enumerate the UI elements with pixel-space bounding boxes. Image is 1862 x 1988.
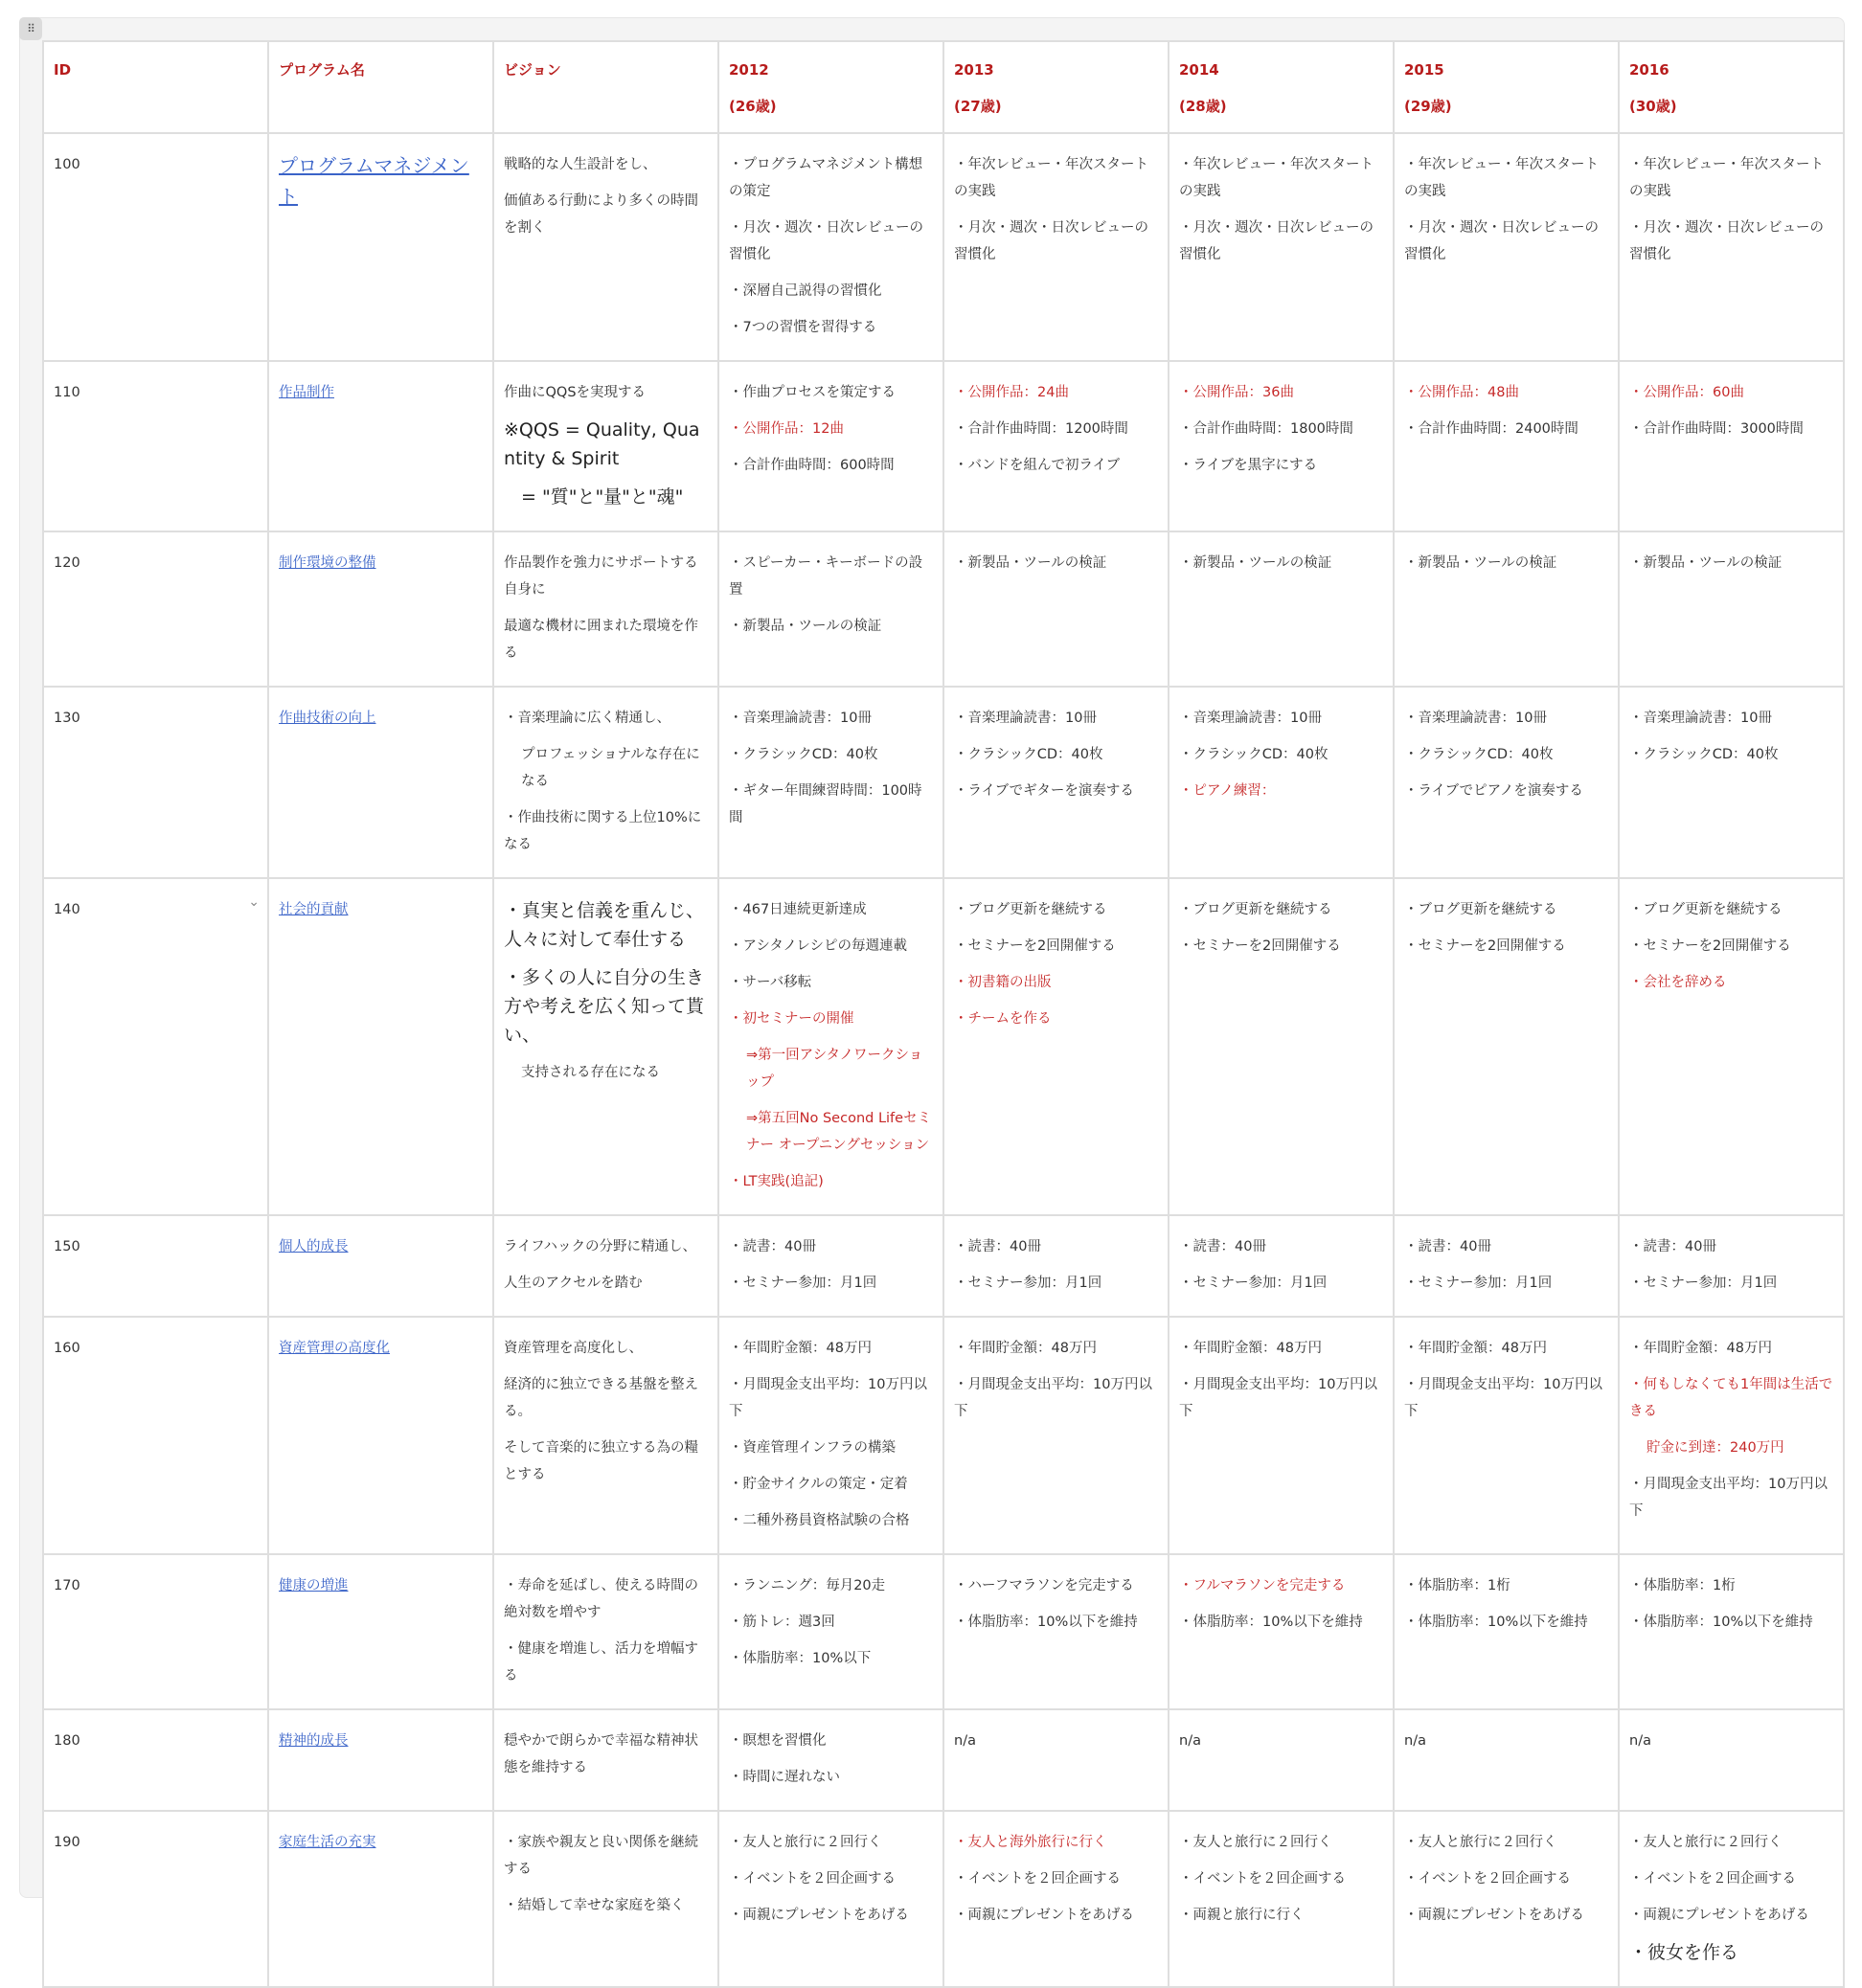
year-cell-2013[interactable]	[943, 687, 1169, 878]
cell-line: ・体脂肪率：10%以下を維持	[954, 1615, 1138, 1630]
drag-handle-icon[interactable]: ⠿	[19, 17, 42, 40]
cell-line: プロフェッショナルな存在になる	[521, 747, 700, 789]
vision-cell[interactable]	[493, 133, 718, 361]
age-label: (29歳)	[1404, 98, 1452, 115]
cell-line: ・彼女を作る	[1629, 1942, 1739, 1963]
program-cell[interactable]	[268, 361, 493, 531]
cell-line: ・セミナー参加：月1回	[729, 1276, 877, 1291]
program-link[interactable]: 資産管理の高度化	[279, 1341, 390, 1356]
year-cell-2013[interactable]	[943, 531, 1169, 687]
cell-line: ・音楽理論読書：10冊	[1404, 711, 1547, 726]
year-cell-2016[interactable]	[1619, 1709, 1844, 1811]
table-row	[43, 1811, 1844, 1987]
year-cell-2015[interactable]	[1394, 1709, 1619, 1811]
vision-cell[interactable]	[493, 687, 718, 878]
year-cell-2012[interactable]	[718, 133, 943, 361]
cell-line: ・合計作曲時間：1800時間	[1179, 421, 1353, 437]
cell-line: ・年間貯金額：48万円	[1404, 1341, 1547, 1356]
cell-line: ・月間現金支出平均：10万円以下	[1179, 1377, 1377, 1419]
id-cell[interactable]: 150	[43, 1215, 268, 1317]
year-cell-2016[interactable]	[1619, 133, 1844, 361]
cell-line: ・体脂肪率：1桁	[1629, 1578, 1736, 1593]
year-cell-2012[interactable]	[718, 531, 943, 687]
vision-cell[interactable]	[493, 1215, 718, 1317]
year-cell-2016[interactable]	[1619, 1811, 1844, 1987]
cell-line: ・時間に遅れない	[729, 1770, 840, 1785]
year-cell-2014[interactable]	[1169, 1215, 1394, 1317]
program-cell[interactable]	[268, 687, 493, 878]
year-cell-2013[interactable]	[943, 1554, 1169, 1709]
vision-cell[interactable]	[493, 1317, 718, 1554]
cell-line: ・新製品・ツールの検証	[1404, 555, 1557, 571]
cell-line: ・公開作品：48曲	[1404, 385, 1519, 400]
cell-line: 価値ある行動により多くの時間を割く	[504, 193, 698, 236]
year-cell-2015[interactable]	[1394, 1317, 1619, 1554]
year-cell-2016[interactable]	[1619, 1317, 1844, 1554]
cell-line: ・両親にプレゼントをあげる	[1404, 1908, 1584, 1923]
cell-line: ・年間貯金額：48万円	[1629, 1341, 1772, 1356]
cell-line: ・イベントを２回企画する	[729, 1871, 896, 1886]
cell-line: ・体脂肪率：10%以下	[729, 1651, 872, 1666]
year-cell-2012[interactable]	[718, 687, 943, 878]
cell-line: ・イベントを２回企画する	[1179, 1871, 1346, 1886]
cell-line: 支持される存在になる	[521, 1065, 660, 1080]
cell-line: ・467日連続更新達成	[729, 902, 867, 917]
program-cell[interactable]	[268, 1215, 493, 1317]
cell-line: ・ハーフマラソンを完走する	[954, 1578, 1134, 1593]
cell-line: ・ギター年間練習時間：100時間	[729, 783, 922, 825]
year-cell-2013[interactable]	[943, 1709, 1169, 1811]
cell-line: ・ライブでギターを演奏する	[954, 783, 1134, 799]
id-cell[interactable]	[43, 878, 268, 1215]
program-link[interactable]: 健康の増進	[279, 1578, 349, 1593]
year-cell-2015[interactable]	[1394, 133, 1619, 361]
year-cell-2013[interactable]	[943, 1215, 1169, 1317]
cell-line: 戦略的な人生設計をし、	[504, 157, 657, 172]
cell-line: ・音楽理論読書：10冊	[1629, 711, 1772, 726]
cell-line: ・新製品・ツールの検証	[1629, 555, 1783, 571]
year-label: 2013	[954, 61, 994, 79]
cell-line: ・公開作品：12曲	[729, 421, 844, 437]
id-value: 140	[54, 902, 80, 917]
cell-line: ・クラシックCD：40枚	[954, 747, 1103, 762]
age-label: (28歳)	[1179, 98, 1227, 115]
cell-line: ・年間貯金額：48万円	[954, 1341, 1097, 1356]
cell-line: ・合計作曲時間：1200時間	[954, 421, 1128, 437]
year-cell-2013[interactable]	[943, 878, 1169, 1215]
cell-line: ・イベントを２回企画する	[1629, 1871, 1796, 1886]
id-cell[interactable]: 100	[43, 133, 268, 361]
cell-line: ・二種外務員資格試験の合格	[729, 1513, 910, 1528]
cell-line: ・合計作曲時間：600時間	[729, 458, 895, 473]
chevron-down-icon[interactable]: ⌄	[248, 894, 260, 910]
cell-line: ⇒第五回No Second Lifeセミナー オープニングセッション	[746, 1111, 932, 1153]
year-cell-2014[interactable]	[1169, 1554, 1394, 1709]
cell-line: ・クラシックCD：40枚	[1179, 747, 1328, 762]
cell-line: ・両親と旅行に行く	[1179, 1908, 1305, 1923]
cell-line: 貯金に到達：240万円	[1646, 1440, 1784, 1456]
cell-line: ・クラシックCD：40枚	[729, 747, 878, 762]
year-cell-2012[interactable]	[718, 1215, 943, 1317]
cell-line: ・年間貯金額：48万円	[729, 1341, 872, 1356]
cell-line: ・ピアノ練習：	[1179, 783, 1276, 799]
vision-cell[interactable]	[493, 361, 718, 531]
year-cell-2014[interactable]	[1169, 1709, 1394, 1811]
year-label: 2016	[1629, 61, 1669, 79]
year-cell-2015[interactable]	[1394, 687, 1619, 878]
program-link[interactable]: プログラムマネジメント	[279, 154, 469, 208]
cell-line: ・真実と信義を重んじ、人々に対して奉仕する	[504, 900, 705, 950]
cell-line: ・月次・週次・日次レビューの習慣化	[1179, 220, 1374, 262]
year-cell-2014[interactable]	[1169, 361, 1394, 531]
cell-line: ・読書：40冊	[1404, 1239, 1491, 1254]
cell-line: 穏やかで朗らかで幸福な精神状態を維持する	[504, 1733, 698, 1775]
year-cell-2012[interactable]	[718, 1317, 943, 1554]
cell-line: ・友人と旅行に２回行く	[729, 1835, 882, 1850]
year-cell-2013[interactable]	[943, 1811, 1169, 1987]
cell-line: ・新製品・ツールの検証	[1179, 555, 1332, 571]
id-cell[interactable]: 160	[43, 1317, 268, 1554]
cell-line: ・作曲プロセスを策定する	[729, 385, 896, 400]
age-label: (26歳)	[729, 98, 777, 115]
cell-line: ・家族や親友と良い関係を継続する	[504, 1835, 698, 1877]
year-cell-2012[interactable]	[718, 1709, 943, 1811]
cell-line: ・ライブを黒字にする	[1179, 458, 1318, 473]
program-cell[interactable]	[268, 1709, 493, 1811]
cell-line: ・月間現金支出平均：10万円以下	[1404, 1377, 1602, 1419]
header-2015[interactable]	[1394, 41, 1619, 133]
cell-line: ・月間現金支出平均：10万円以下	[729, 1377, 927, 1419]
cell-line: ライフハックの分野に精通し、	[504, 1239, 696, 1254]
id-cell[interactable]: 110	[43, 361, 268, 531]
cell-line: ・スピーカー・キーボードの設置	[729, 555, 923, 598]
cell-line: ・両親にプレゼントをあげる	[729, 1908, 909, 1923]
year-cell-2015[interactable]	[1394, 531, 1619, 687]
cell-line: ・チームを作る	[954, 1011, 1052, 1027]
year-cell-2016[interactable]	[1619, 531, 1844, 687]
id-cell[interactable]: 130	[43, 687, 268, 878]
cell-line: ・セミナー参加：月1回	[1404, 1276, 1553, 1291]
cell-line: ・読書：40冊	[729, 1239, 816, 1254]
cell-line: ・両親にプレゼントをあげる	[954, 1908, 1134, 1923]
cell-line: ・初セミナーの開催	[729, 1011, 854, 1027]
cell-line: n/a	[954, 1733, 976, 1749]
cell-line: ・健康を増進し、活力を増幅する	[504, 1641, 698, 1683]
cell-line: ・ブログ更新を継続する	[1629, 902, 1783, 917]
cell-line: ・月次・週次・日次レビューの習慣化	[729, 220, 923, 262]
cell-line: ・クラシックCD：40枚	[1404, 747, 1554, 762]
age-label: (30歳)	[1629, 98, 1677, 115]
cell-line: ・筋トレ：週3回	[729, 1615, 835, 1630]
cell-line: ・7つの習慣を習得する	[729, 320, 877, 335]
program-link[interactable]: 作品制作	[279, 385, 334, 400]
cell-line: n/a	[1404, 1733, 1426, 1749]
program-link[interactable]: 社会的貢献	[279, 902, 349, 917]
id-cell[interactable]: 180	[43, 1709, 268, 1811]
cell-line: ・公開作品：24曲	[954, 385, 1069, 400]
vision-cell[interactable]	[493, 1554, 718, 1709]
year-cell-2015[interactable]	[1394, 1554, 1619, 1709]
year-cell-2015[interactable]	[1394, 1811, 1619, 1987]
year-cell-2013[interactable]	[943, 1317, 1169, 1554]
table-row	[43, 687, 1844, 878]
table-row	[43, 361, 1844, 531]
cell-line: 作品製作を強力にサポートする自身に	[504, 555, 698, 598]
cell-line: 人生のアクセルを踏む	[504, 1276, 643, 1291]
id-cell[interactable]: 190	[43, 1811, 268, 1987]
program-table	[42, 40, 1845, 1988]
cell-line: ⇒第一回アシタノワークショップ	[746, 1048, 923, 1090]
program-cell[interactable]	[268, 1317, 493, 1554]
cell-line: ・何もしなくても1年間は生活できる	[1629, 1377, 1833, 1419]
cell-line: ・作曲技術に関する上位10%になる	[504, 810, 702, 852]
cell-line: ・イベントを２回企画する	[1404, 1871, 1571, 1886]
cell-line: ・公開作品：60曲	[1629, 385, 1744, 400]
program-cell[interactable]	[268, 878, 493, 1215]
year-cell-2012[interactable]	[718, 1811, 943, 1987]
cell-line: ・イベントを２回企画する	[954, 1871, 1121, 1886]
cell-line: ・月次・週次・日次レビューの習慣化	[1404, 220, 1599, 262]
program-cell[interactable]	[268, 133, 493, 361]
header-id[interactable]: ID	[43, 41, 268, 133]
header-vision[interactable]: ビジョン	[493, 41, 718, 133]
cell-line: ・貯金サイクルの策定・定着	[729, 1477, 908, 1492]
program-cell[interactable]	[268, 1811, 493, 1987]
table-container	[42, 40, 1843, 1988]
cell-line: ・寿命を延ばし、使える時間の絶対数を増やす	[504, 1578, 698, 1620]
cell-line: ・体脂肪率：10%以下を維持	[1179, 1615, 1363, 1630]
cell-line: ・音楽理論読書：10冊	[1179, 711, 1322, 726]
table-row	[43, 1709, 1844, 1811]
cell-line: ・読書：40冊	[1629, 1239, 1716, 1254]
cell-line: ・セミナーを2回開催する	[1404, 938, 1566, 954]
cell-line: ・セミナーを2回開催する	[1629, 938, 1791, 954]
cell-line: ・瞑想を習慣化	[729, 1733, 827, 1749]
cell-line: n/a	[1179, 1733, 1201, 1749]
year-cell-2016[interactable]	[1619, 361, 1844, 531]
vision-cell[interactable]	[493, 531, 718, 687]
cell-line: ・体脂肪率：10%以下を維持	[1629, 1615, 1813, 1630]
cell-line: ・ブログ更新を継続する	[954, 902, 1107, 917]
age-label: (27歳)	[954, 98, 1002, 115]
cell-line: ・音楽理論読書：10冊	[954, 711, 1097, 726]
cell-line: ・初書籍の出版	[954, 975, 1052, 990]
cell-line: ・深層自己説得の習慣化	[729, 283, 882, 299]
year-label: 2014	[1179, 61, 1219, 79]
cell-line: ・体脂肪率：1桁	[1404, 1578, 1510, 1593]
year-cell-2015[interactable]	[1394, 1215, 1619, 1317]
year-cell-2016[interactable]	[1619, 687, 1844, 878]
cell-line: ・フルマラソンを完走する	[1179, 1578, 1346, 1593]
cell-line: ・月次・週次・日次レビューの習慣化	[954, 220, 1148, 262]
cell-line: 資産管理を高度化し、	[504, 1341, 643, 1356]
program-link[interactable]: 個人的成長	[279, 1239, 349, 1254]
cell-line: ・会社を辞める	[1629, 975, 1727, 990]
year-cell-2014[interactable]	[1169, 1317, 1394, 1554]
cell-line: ・新製品・ツールの検証	[729, 619, 882, 634]
cell-line: そして音楽的に独立する為の糧とする	[504, 1440, 698, 1482]
cell-line: ・友人と海外旅行に行く	[954, 1835, 1107, 1850]
cell-line: ・セミナーを2回開催する	[954, 938, 1116, 954]
cell-line: = "質"と"量"と"魂"	[521, 486, 684, 508]
cell-line: ・読書：40冊	[1179, 1239, 1266, 1254]
cell-line: ・プログラムマネジメント構想の策定	[729, 157, 923, 199]
cell-line: ・アシタノレシピの毎週連載	[729, 938, 907, 954]
header-row	[43, 41, 1844, 133]
cell-line: ・月間現金支出平均：10万円以下	[954, 1377, 1152, 1419]
cell-line: 作曲にQQSを実現する	[504, 385, 647, 400]
year-cell-2012[interactable]	[718, 1554, 943, 1709]
cell-line: ・音楽理論読書：10冊	[729, 711, 872, 726]
program-cell[interactable]	[268, 1554, 493, 1709]
cell-line: 最適な機材に囲まれた環境を作る	[504, 619, 698, 661]
cell-line: ・友人と旅行に２回行く	[1629, 1835, 1783, 1850]
cell-line: ・年次レビュー・年次スタートの実践	[1179, 157, 1374, 199]
cell-line: ・多くの人に自分の生き方や考えを広く知って貰い、	[504, 967, 705, 1046]
year-cell-2016[interactable]	[1619, 1554, 1844, 1709]
cell-line: ・セミナー参加：月1回	[954, 1276, 1102, 1291]
cell-line: ・読書：40冊	[954, 1239, 1041, 1254]
year-cell-2014[interactable]	[1169, 133, 1394, 361]
cell-line: ・友人と旅行に２回行く	[1179, 1835, 1332, 1850]
header-2012[interactable]	[718, 41, 943, 133]
cell-line: ・年間貯金額：48万円	[1179, 1341, 1322, 1356]
cell-line: ・バンドを組んで初ライブ	[954, 458, 1121, 473]
table-row	[43, 1215, 1844, 1317]
id-cell[interactable]: 170	[43, 1554, 268, 1709]
cell-line: ・結婚して幸せな家庭を築く	[504, 1898, 685, 1913]
cell-line: ・セミナーを2回開催する	[1179, 938, 1341, 954]
table-row	[43, 1317, 1844, 1554]
year-cell-2016[interactable]	[1619, 878, 1844, 1215]
table-row	[43, 133, 1844, 361]
cell-line: n/a	[1629, 1733, 1651, 1749]
header-2013[interactable]	[943, 41, 1169, 133]
year-cell-2015[interactable]	[1394, 361, 1619, 531]
year-label: 2015	[1404, 61, 1444, 79]
cell-line: ※QQS = Quality, Quantity & Spirit	[504, 419, 700, 469]
year-cell-2015[interactable]	[1394, 878, 1619, 1215]
year-cell-2014[interactable]	[1169, 1811, 1394, 1987]
header-2014[interactable]	[1169, 41, 1394, 133]
cell-line: ・ライブでピアノを演奏する	[1404, 783, 1583, 799]
header-2016[interactable]	[1619, 41, 1844, 133]
year-cell-2013[interactable]	[943, 133, 1169, 361]
cell-line: ・ランニング：毎月20走	[729, 1578, 886, 1593]
cell-line: ・ブログ更新を継続する	[1404, 902, 1557, 917]
cell-line: 経済的に独立できる基盤を整える。	[504, 1377, 698, 1419]
year-cell-2014[interactable]	[1169, 687, 1394, 878]
cell-line: ・月間現金支出平均：10万円以下	[1629, 1477, 1828, 1519]
year-cell-2012[interactable]	[718, 361, 943, 531]
cell-line: ・クラシックCD：40枚	[1629, 747, 1779, 762]
cell-line: ・年次レビュー・年次スタートの実践	[1404, 157, 1599, 199]
year-cell-2014[interactable]	[1169, 531, 1394, 687]
vision-cell[interactable]	[493, 1709, 718, 1811]
cell-line: ・合計作曲時間：3000時間	[1629, 421, 1804, 437]
cell-line: ・音楽理論に広く精通し、	[504, 711, 670, 726]
cell-line: ・資産管理インフラの構築	[729, 1440, 896, 1456]
table-row	[43, 531, 1844, 687]
cell-line: ・合計作曲時間：2400時間	[1404, 421, 1578, 437]
year-cell-2014[interactable]	[1169, 878, 1394, 1215]
cell-line: ・両親にプレゼントをあげる	[1629, 1908, 1809, 1923]
table-row	[43, 878, 1844, 1215]
cell-line: ・年次レビュー・年次スタートの実践	[1629, 157, 1824, 199]
year-label: 2012	[729, 61, 769, 79]
year-cell-2016[interactable]	[1619, 1215, 1844, 1317]
cell-line: ・ブログ更新を継続する	[1179, 902, 1332, 917]
cell-line: ・友人と旅行に２回行く	[1404, 1835, 1557, 1850]
cell-line: ・月次・週次・日次レビューの習慣化	[1629, 220, 1824, 262]
cell-line: ・LT実践(追記)	[729, 1174, 824, 1189]
table-row	[43, 1554, 1844, 1709]
id-cell[interactable]: 120	[43, 531, 268, 687]
program-cell[interactable]	[268, 531, 493, 687]
vision-cell[interactable]	[493, 878, 718, 1215]
year-cell-2012[interactable]	[718, 878, 943, 1215]
program-link[interactable]: 制作環境の整備	[279, 555, 376, 571]
vision-cell[interactable]	[493, 1811, 718, 1987]
header-program[interactable]: プログラム名	[268, 41, 493, 133]
cell-line: ・セミナー参加：月1回	[1629, 1276, 1778, 1291]
cell-line: ・体脂肪率：10%以下を維持	[1404, 1615, 1588, 1630]
program-link[interactable]: 家庭生活の充実	[279, 1835, 376, 1850]
cell-line: ・新製品・ツールの検証	[954, 555, 1107, 571]
program-link[interactable]: 精神的成長	[279, 1733, 349, 1749]
program-link[interactable]: 作曲技術の向上	[279, 711, 376, 726]
cell-line: ・サーバ移転	[729, 975, 812, 990]
cell-line: ・公開作品：36曲	[1179, 385, 1294, 400]
cell-line: ・年次レビュー・年次スタートの実践	[954, 157, 1148, 199]
year-cell-2013[interactable]	[943, 361, 1169, 531]
cell-line: ・セミナー参加：月1回	[1179, 1276, 1328, 1291]
